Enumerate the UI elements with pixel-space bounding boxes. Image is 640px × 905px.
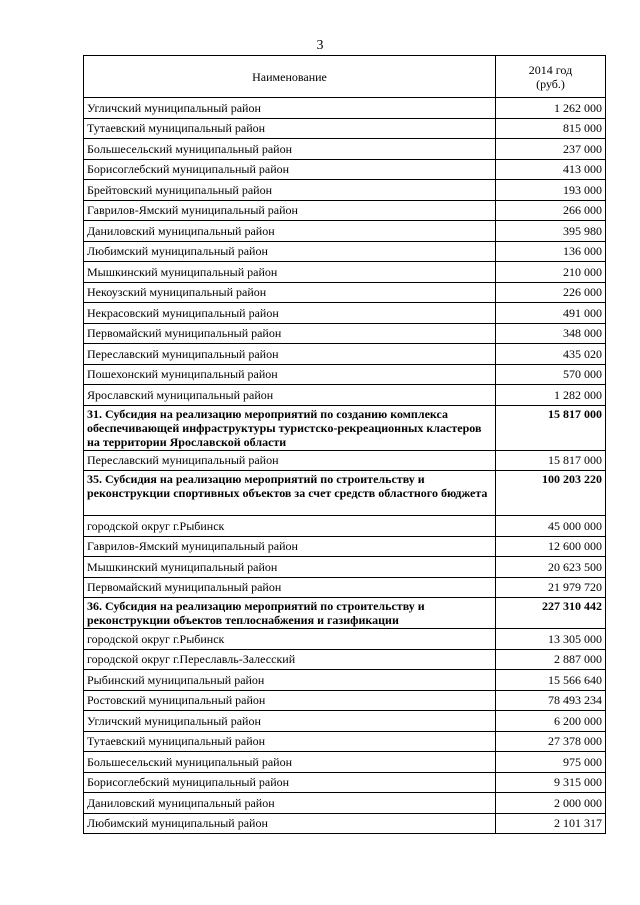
amount: 266 000 <box>496 200 606 221</box>
section-row <box>84 598 606 629</box>
amount: 435 020 <box>496 344 606 365</box>
district-name: Борисоглебский муниципальный район <box>84 772 496 793</box>
table-row <box>84 221 606 242</box>
amount: 9 315 000 <box>496 772 606 793</box>
amount: 2 000 000 <box>496 793 606 814</box>
header-year <box>496 56 606 98</box>
district-name: Некрасовский муниципальный район <box>84 303 496 324</box>
district-name: Даниловский муниципальный район <box>84 221 496 242</box>
section-total: 100 203 220 <box>496 471 606 516</box>
section-title: 31. Субсидия на реализацию мероприятий по созданию комплекса обеспечивающей инфраструктуры туристско-рекреационных кластеров на территории Ярославской области <box>84 405 496 450</box>
district-name: Угличский муниципальный район <box>84 711 496 732</box>
table-row <box>84 690 606 711</box>
table-row <box>84 200 606 221</box>
amount: 1 282 000 <box>496 385 606 406</box>
district-name: Тутаевский муниципальный район <box>84 118 496 139</box>
district-name: Угличский муниципальный район <box>84 98 496 119</box>
amount: 570 000 <box>496 364 606 385</box>
table-row <box>84 813 606 834</box>
header-year-line2: (руб.) <box>536 76 565 91</box>
table-row <box>84 711 606 732</box>
district-name: Ярославский муниципальный район <box>84 385 496 406</box>
amount: 237 000 <box>496 139 606 160</box>
amount: 27 378 000 <box>496 731 606 752</box>
section-row <box>84 471 606 516</box>
amount: 20 623 500 <box>496 557 606 578</box>
district-name: городской округ г.Рыбинск <box>84 629 496 650</box>
subsidy-table <box>83 55 606 834</box>
district-name: Первомайский муниципальный район <box>84 577 496 598</box>
amount: 491 000 <box>496 303 606 324</box>
amount: 6 200 000 <box>496 711 606 732</box>
section-total: 227 310 442 <box>496 598 606 629</box>
page-number: 3 <box>316 38 324 53</box>
amount: 348 000 <box>496 323 606 344</box>
section-total: 15 817 000 <box>496 405 606 450</box>
header-year-line1: 2014 год <box>528 62 573 77</box>
amount: 226 000 <box>496 282 606 303</box>
district-name: Пошехонский муниципальный район <box>84 364 496 385</box>
table-row <box>84 118 606 139</box>
amount: 2 101 317 <box>496 813 606 834</box>
table-row <box>84 629 606 650</box>
amount: 815 000 <box>496 118 606 139</box>
district-name: Рыбинский муниципальный район <box>84 670 496 691</box>
table-row <box>84 282 606 303</box>
table-row <box>84 731 606 752</box>
district-name: Гаврилов-Ямский муниципальный район <box>84 200 496 221</box>
district-name: Большесельский муниципальный район <box>84 139 496 160</box>
table-row <box>84 536 606 557</box>
amount: 1 262 000 <box>496 98 606 119</box>
amount: 210 000 <box>496 262 606 283</box>
amount: 2 887 000 <box>496 649 606 670</box>
amount: 12 600 000 <box>496 536 606 557</box>
table-row <box>84 303 606 324</box>
table-body <box>84 98 606 834</box>
table-row <box>84 323 606 344</box>
header-name: Наименование <box>84 56 496 98</box>
district-name: Любимский муниципальный район <box>84 813 496 834</box>
district-name: Тутаевский муниципальный район <box>84 731 496 752</box>
section-row <box>84 405 606 450</box>
district-name: Мышкинский муниципальный район <box>84 262 496 283</box>
section-title: 35. Субсидия на реализацию мероприятий по строительству и реконструкции спортивных объектов за счет средств областного бюджета <box>84 471 496 516</box>
district-name: городской округ г.Рыбинск <box>84 516 496 537</box>
table-row <box>84 670 606 691</box>
district-name: Переславский муниципальный район <box>84 344 496 365</box>
district-name: городской округ г.Переславль-Залесский <box>84 649 496 670</box>
district-name: Ростовский муниципальный район <box>84 690 496 711</box>
amount: 45 000 000 <box>496 516 606 537</box>
table-row <box>84 752 606 773</box>
district-name: Первомайский муниципальный район <box>84 323 496 344</box>
table-row <box>84 516 606 537</box>
table-row <box>84 450 606 471</box>
table-row <box>84 262 606 283</box>
table-row <box>84 180 606 201</box>
section-title: 36. Субсидия на реализацию мероприятий по строительству и реконструкции объектов теплоснабжения и газификации <box>84 598 496 629</box>
amount: 15 817 000 <box>496 450 606 471</box>
district-name: Любимский муниципальный район <box>84 241 496 262</box>
district-name: Большесельский муниципальный район <box>84 752 496 773</box>
amount: 395 980 <box>496 221 606 242</box>
amount: 21 979 720 <box>496 577 606 598</box>
district-name: Борисоглебский муниципальный район <box>84 159 496 180</box>
district-name: Даниловский муниципальный район <box>84 793 496 814</box>
amount: 413 000 <box>496 159 606 180</box>
table-row <box>84 159 606 180</box>
table-row <box>84 241 606 262</box>
table-header-row <box>84 56 606 98</box>
district-name: Брейтовский муниципальный район <box>84 180 496 201</box>
table-row <box>84 772 606 793</box>
amount: 136 000 <box>496 241 606 262</box>
table-row <box>84 557 606 578</box>
district-name: Гаврилов-Ямский муниципальный район <box>84 536 496 557</box>
amount: 13 305 000 <box>496 629 606 650</box>
table-row <box>84 577 606 598</box>
district-name: Мышкинский муниципальный район <box>84 557 496 578</box>
table-row <box>84 385 606 406</box>
district-name: Некоузский муниципальный район <box>84 282 496 303</box>
table-row <box>84 98 606 119</box>
amount: 15 566 640 <box>496 670 606 691</box>
amount: 78 493 234 <box>496 690 606 711</box>
table-row <box>84 344 606 365</box>
district-name: Переславский муниципальный район <box>84 450 496 471</box>
table-row <box>84 139 606 160</box>
amount: 193 000 <box>496 180 606 201</box>
table-row <box>84 649 606 670</box>
table-row <box>84 793 606 814</box>
table-row <box>84 364 606 385</box>
amount: 975 000 <box>496 752 606 773</box>
